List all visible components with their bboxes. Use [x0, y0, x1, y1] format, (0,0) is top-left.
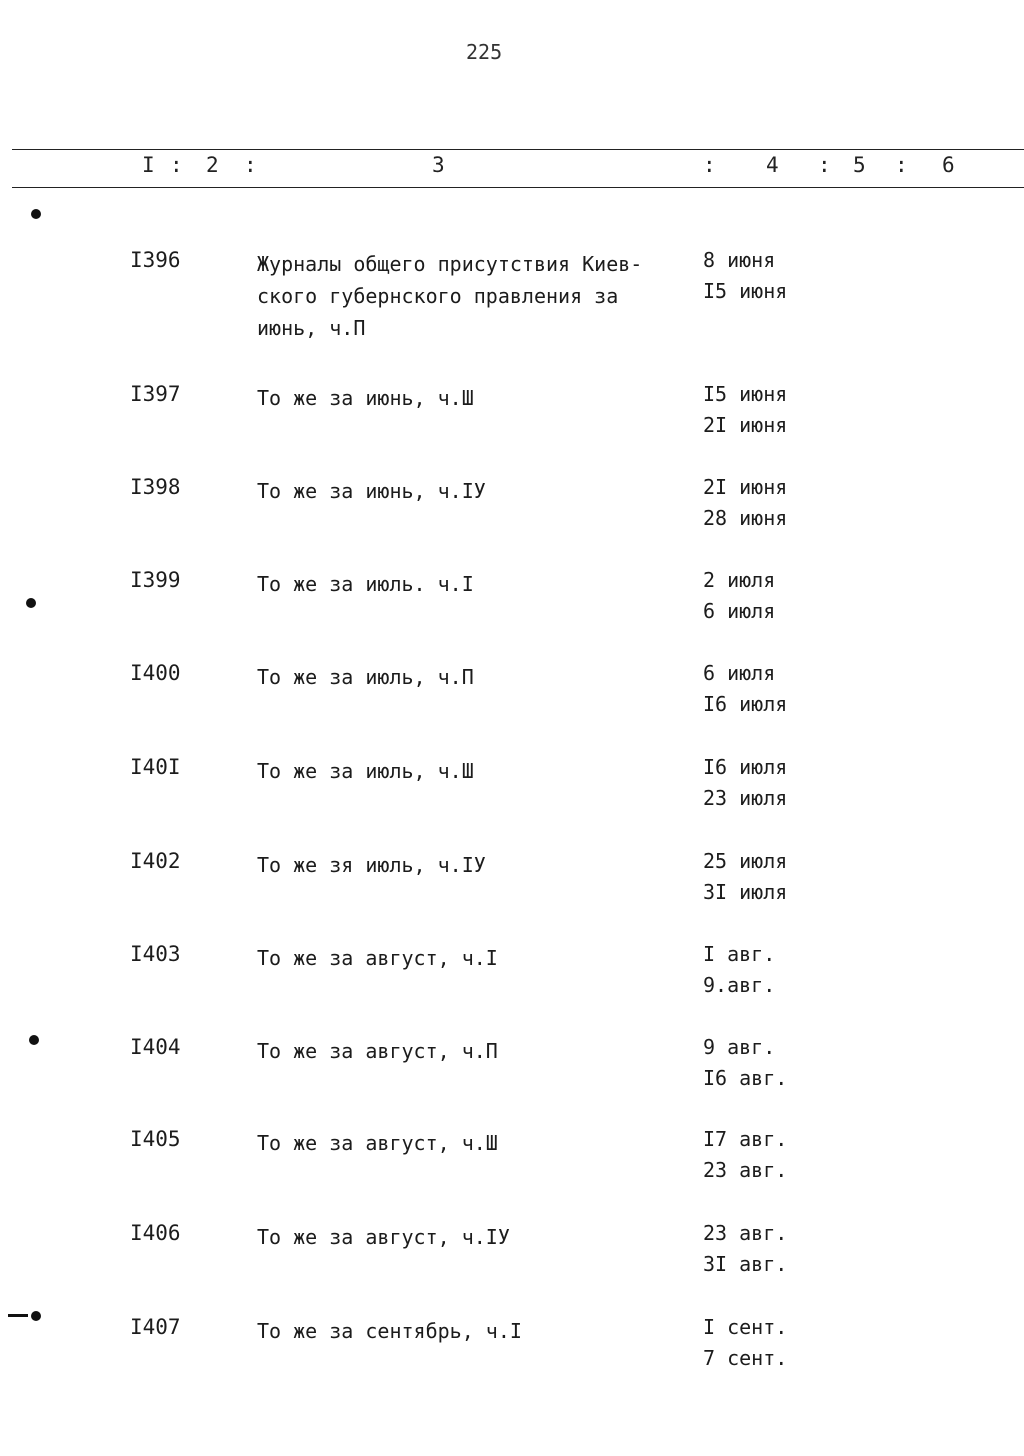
- end-date: 6 июля: [703, 599, 776, 623]
- table-row: [0, 1035, 1024, 1125]
- record-description: То же за август, ч.Ш: [257, 1131, 498, 1155]
- column-header-4: 4: [766, 153, 779, 177]
- record-number: I405: [130, 1127, 181, 1151]
- table-row: [0, 382, 1024, 472]
- end-date: 9.авг.: [703, 973, 776, 997]
- start-date: 25 июля: [703, 849, 788, 873]
- column-header-5: 5: [853, 153, 866, 177]
- record-number: I407: [130, 1315, 181, 1339]
- column-separator: :: [818, 153, 831, 177]
- record-number: I397: [130, 382, 181, 406]
- record-number: I403: [130, 942, 181, 966]
- record-number: I40I: [130, 755, 181, 779]
- start-date: I сент.: [703, 1315, 788, 1339]
- record-description: То же за июнь, ч.IУ: [257, 479, 486, 503]
- end-date: 28 июня: [703, 506, 788, 530]
- table-row: [0, 942, 1024, 1032]
- record-description: [257, 248, 677, 344]
- start-date: 6 июля: [703, 661, 776, 685]
- record-number: I404: [130, 1035, 181, 1059]
- table-row: [0, 568, 1024, 658]
- column-separator: :: [895, 153, 908, 177]
- start-date: I7 авг.: [703, 1127, 788, 1151]
- end-date: 3I авг.: [703, 1252, 788, 1276]
- start-date: 2I июня: [703, 475, 788, 499]
- column-separator: :: [703, 153, 716, 177]
- description-line: июнь, ч.П: [257, 316, 366, 340]
- column-header-6: 6: [942, 153, 955, 177]
- column-separator: :: [170, 153, 183, 177]
- table-row: [0, 1127, 1024, 1217]
- record-description: То же за июль, ч.Ш: [257, 759, 474, 783]
- description-line: ского губернского правления за: [257, 284, 619, 308]
- record-number: I398: [130, 475, 181, 499]
- end-date: 23 июля: [703, 786, 788, 810]
- record-description: То же за июль, ч.П: [257, 665, 474, 689]
- table-row: [0, 248, 1024, 338]
- record-number: I400: [130, 661, 181, 685]
- end-date: 3I июля: [703, 880, 788, 904]
- record-description: То же за август, ч.IУ: [257, 1225, 510, 1249]
- record-description: То же за август, ч.I: [257, 946, 498, 970]
- start-date: 8 июня: [703, 248, 776, 272]
- column-header-2: 2: [206, 153, 219, 177]
- table-header-top-rule: [12, 149, 1024, 150]
- start-date: 2 июля: [703, 568, 776, 592]
- record-description: То же за сентябрь, ч.I: [257, 1319, 522, 1343]
- table-row: [0, 1221, 1024, 1311]
- record-number: I402: [130, 849, 181, 873]
- end-date: 7 сент.: [703, 1346, 788, 1370]
- end-date: I6 июля: [703, 692, 788, 716]
- table-row: [0, 1315, 1024, 1405]
- start-date: 9 авг.: [703, 1035, 776, 1059]
- start-date: I6 июля: [703, 755, 788, 779]
- column-header-1: I: [142, 153, 155, 177]
- end-date: 2I июня: [703, 413, 788, 437]
- column-separator: :: [244, 153, 257, 177]
- table-header-bottom-rule: [12, 187, 1024, 188]
- start-date: I5 июня: [703, 382, 788, 406]
- page-number: 225: [466, 40, 503, 64]
- table-row: [0, 755, 1024, 845]
- record-number: I399: [130, 568, 181, 592]
- record-number: I406: [130, 1221, 181, 1245]
- table-row: [0, 661, 1024, 751]
- end-date: I6 авг.: [703, 1066, 788, 1090]
- punch-hole-mark: [31, 209, 41, 219]
- end-date: 23 авг.: [703, 1158, 788, 1182]
- table-row: [0, 849, 1024, 939]
- record-description: То же зя июль, ч.IУ: [257, 853, 486, 877]
- record-description: То же за июль. ч.I: [257, 572, 474, 596]
- end-date: I5 июня: [703, 279, 788, 303]
- record-description: То же за июнь, ч.Ш: [257, 386, 474, 410]
- record-number: I396: [130, 248, 181, 272]
- record-description: То же за август, ч.П: [257, 1039, 498, 1063]
- start-date: I авг.: [703, 942, 776, 966]
- table-row: [0, 475, 1024, 565]
- start-date: 23 авг.: [703, 1221, 788, 1245]
- column-header-3: 3: [432, 153, 445, 177]
- description-line: Журналы общего присутствия Киев-: [257, 252, 643, 276]
